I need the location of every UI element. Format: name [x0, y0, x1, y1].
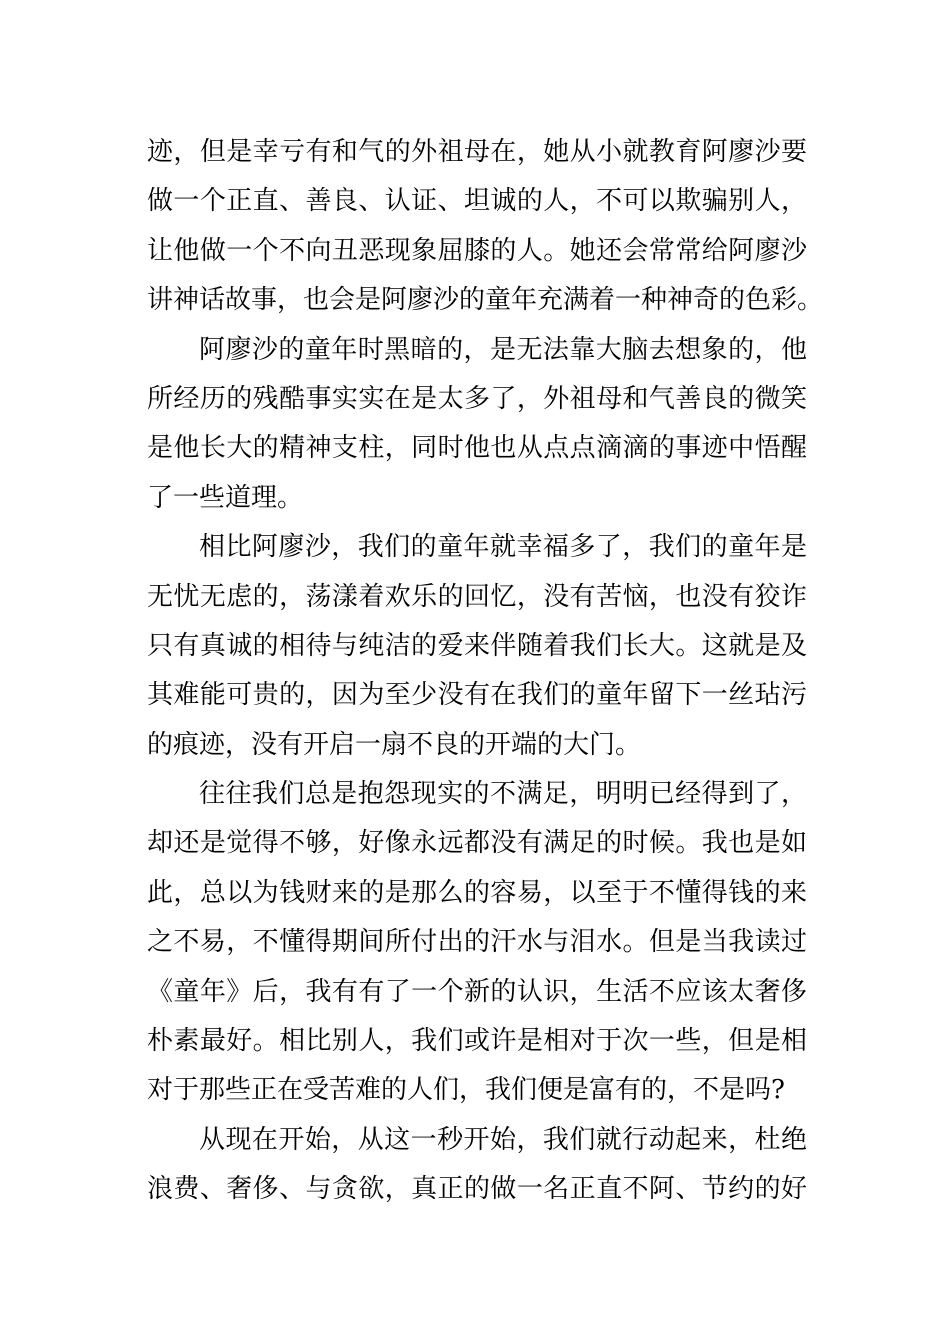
- paragraph-first-line: 从现在开始，从这一秒开始，我们就行动起来，杜绝: [199, 1124, 807, 1155]
- text-line: 对于那些正在受苦难的人们，我们便是富有的，不是吗?: [147, 1075, 785, 1106]
- text-line: 浪费、奢侈、与贪欲，真正的做一名正直不阿、节约的好: [147, 1174, 807, 1205]
- text-line: 了一些道理。: [147, 482, 304, 513]
- text-line: 无忧无虑的，荡漾着欢乐的回忆，没有苦恼，也没有狡诈: [147, 581, 807, 612]
- text-line: 之不易，不懂得期间所付出的汗水与泪水。但是当我读过: [147, 927, 807, 958]
- text-line: 却还是觉得不够，好像永远都没有满足的时候。我也是如: [147, 828, 807, 859]
- text-line: 朴素最好。相比别人，我们或许是相对于次一些，但是相: [147, 1026, 807, 1057]
- paragraph-first-line: 阿廖沙的童年时黑暗的，是无法靠大脑去想象的，他: [199, 334, 807, 365]
- text-line: 讲神话故事，也会是阿廖沙的童年充满着一种神奇的色彩。: [147, 285, 824, 316]
- text-line: 只有真诚的相待与纯洁的爱来伴随着我们长大。这就是及: [147, 630, 807, 661]
- body-text: [147, 128, 824, 1215]
- text-line: 让他做一个不向丑恶现象屈膝的人。她还会常常给阿廖沙: [147, 235, 807, 266]
- text-line: 其难能可贵的，因为至少没有在我们的童年留下一丝玷污: [147, 680, 807, 711]
- paragraph-first-line: 往往我们总是抱怨现实的不满足，明明已经得到了，: [199, 779, 807, 810]
- paragraph-first-line: 相比阿廖沙，我们的童年就幸福多了，我们的童年是: [199, 532, 807, 563]
- text-line: 《童年》后，我有有了一个新的认识，生活不应该太奢侈: [147, 976, 807, 1007]
- text-line: 所经历的残酷事实实在是太多了，外祖母和气善良的微笑: [147, 383, 807, 414]
- text-line: 是他长大的精神支柱，同时他也从点点滴滴的事迹中悟醒: [147, 433, 807, 464]
- text-line: 的痕迹，没有开启一扇不良的开端的大门。: [147, 729, 642, 760]
- text-line: 做一个正直、善良、认证、坦诚的人，不可以欺骗别人，: [147, 186, 807, 217]
- text-line: 此，总以为钱财来的是那么的容易，以至于不懂得钱的来: [147, 877, 807, 908]
- text-line: 迹，但是幸亏有和气的外祖母在，她从小就教育阿廖沙要: [147, 137, 807, 167]
